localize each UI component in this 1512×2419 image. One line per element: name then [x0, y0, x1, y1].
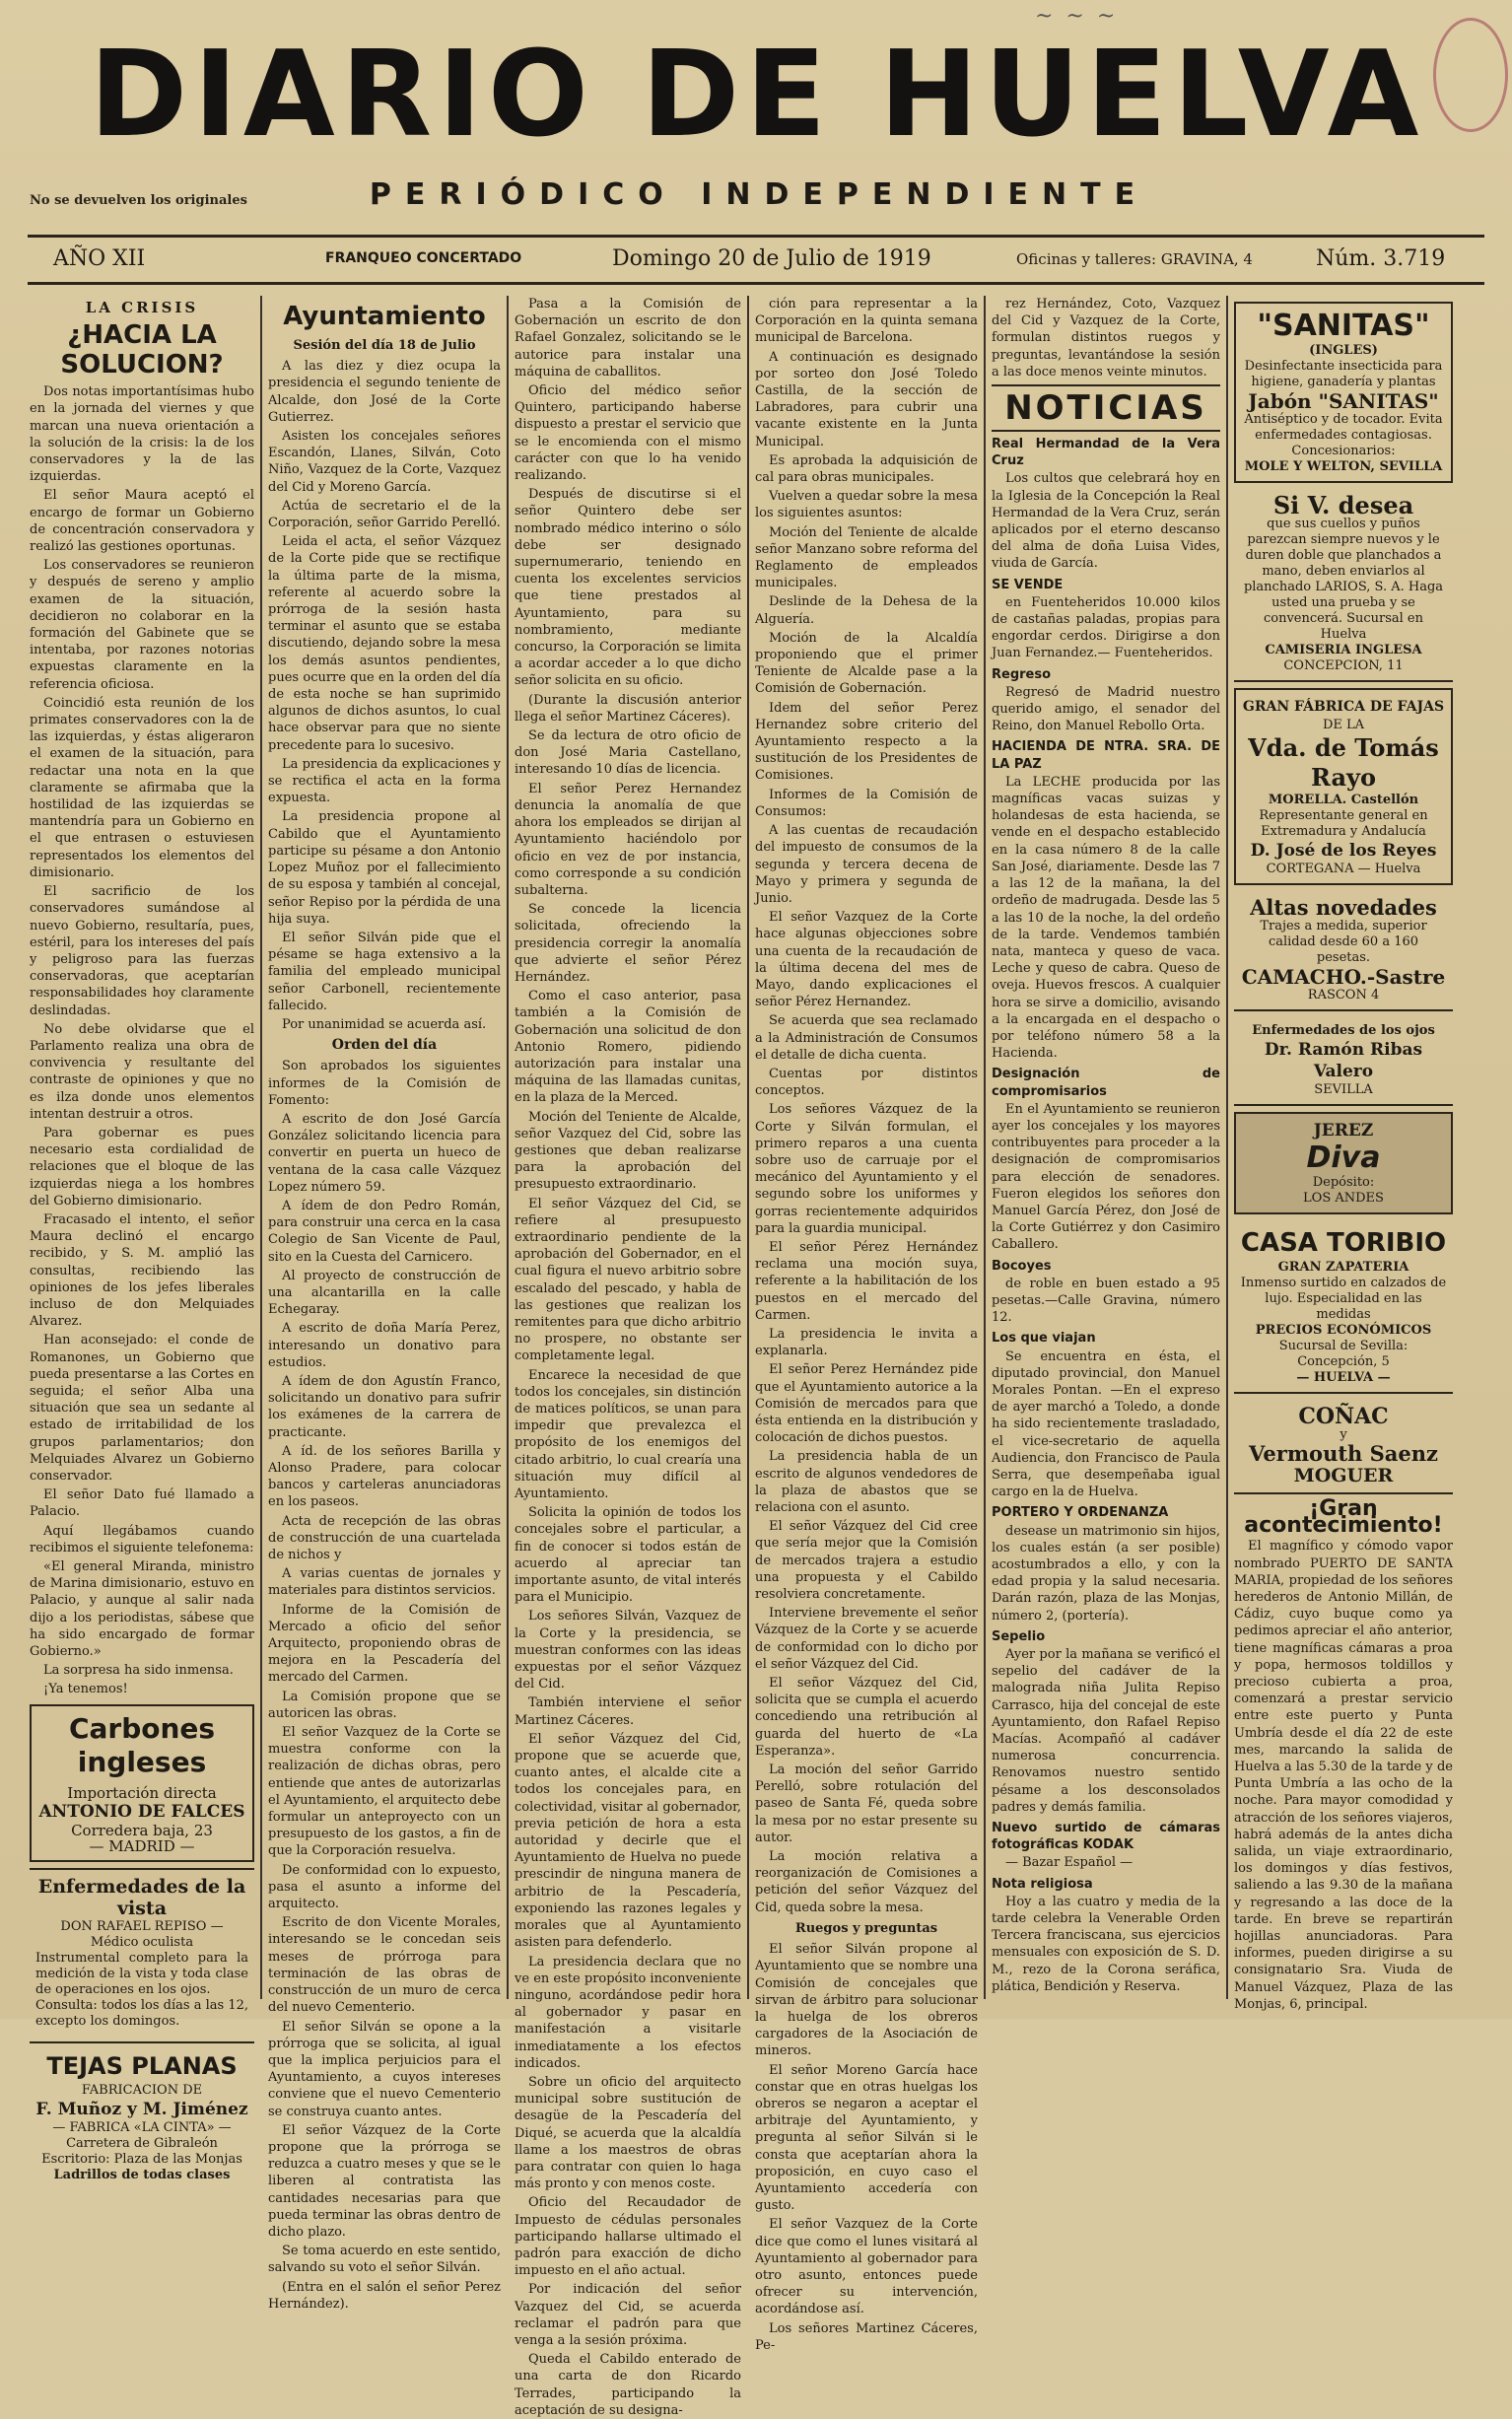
paragraph: Leida el acta, el señor Vázquez de la Corte pide que se rectifique la última parte de la misma, referente al acuerdo sobre la prórroga de la sesión hasta terminar el asunto que se estaba discutiendo, dejando sobre la mesa los demás asuntos pendientes, pues ocurre que en la orden del día de esta noche se han suprimido algunos de dichos asuntos, lo cual hace observar para que no siente precedente para lo sucesivo. [268, 534, 501, 753]
paragraph: Asisten los concejales señores Escandón, Llanes, Silván, Coto Niño, Vazquez de la Corte, Vazquez del Cid y Moreno García. [268, 429, 501, 495]
paragraph: Los señores Martinez Cáceres, Pe- [755, 2320, 978, 2353]
handwritten-annotation: ~ ~ ~ [1035, 4, 1119, 29]
column-5 [992, 296, 1220, 1999]
paragraph: Es aprobada la adquisición de cal para obras municipales. [755, 452, 978, 486]
issue-number: Núm. 3.719 [1316, 246, 1446, 271]
ad-toribio-sub: GRAN ZAPATERIA [1277, 1260, 1409, 1275]
paragraph: La presidencia da explicaciones y se rectifica el acta en la forma expuesta. [268, 756, 501, 806]
ad-conac [1234, 1400, 1453, 1494]
paragraph: Escrito de don Vicente Morales, interesando se le concedan seis meses de prórroga para terminación de las obras de construcción de un muro de cerca del nuevo Cementerio. [268, 1915, 501, 2016]
paragraph: El señor Pérez Hernández reclama una moción suya, referente a la habilitación de los puestos en el mercado del Carmen. [755, 1239, 978, 1323]
ad-altas-name: CAMACHO.-Sastre [1241, 965, 1446, 989]
ad-conac-l3: Vermouth Saenz [1249, 1441, 1438, 1466]
news-item-title: Real Hermandad de la Vera Cruz [992, 437, 1220, 469]
crisis-article [30, 383, 254, 1697]
ad-fajas-agent: D. José de los Reyes [1250, 841, 1437, 861]
paragraph: Por indicación del señor Vazquez del Cid, se acuerda reclamar el padrón para que venga a la sesión próxima. [515, 2282, 741, 2348]
ad-jerez-depot: Depósito: [1312, 1175, 1375, 1190]
paragraph: Por unanimidad se acuerda así. [282, 1016, 487, 1032]
column-4 [755, 296, 978, 2353]
paragraph: Al proyecto de construcción de una alcantarilla en la calle Echegaray. [268, 1268, 501, 1318]
paragraph: La presidencia le invita a explanarla. [755, 1326, 978, 1359]
paragraph: El señor Perez Hernández pide que el Ayuntamiento autorice a la Comisión de mercados para que ésta entienda en la distribución y colocación de dichos puestos. [755, 1362, 978, 1446]
column-rule [1226, 296, 1228, 1999]
news-item-title: PORTERO Y ORDENANZA [992, 1505, 1169, 1521]
kicker: LA CRISIS [85, 299, 199, 316]
paragraph: A ídem de don Agustín Franco, solicitando un donativo para sufrir los exámenes de la carrera de practicante. [268, 1373, 501, 1440]
paragraph: La Comisión propone que se autoricen las obras. [268, 1689, 501, 1721]
news-item [992, 1504, 1220, 1624]
ad-tejas-factory: — FABRICA «LA CINTA» — [52, 2119, 232, 2135]
ad-conac-l2: y [1340, 1427, 1347, 1442]
ad-tejas-road: Carretera de Gibraleón [66, 2135, 218, 2151]
news-item-title: SE VENDE [992, 577, 1064, 592]
ad-fajas-name: Vda. de Tomás Rayo [1248, 733, 1439, 792]
headline-crisis: ¿HACIA LA SOLUCION? [60, 320, 224, 380]
ad-toribio [1234, 1220, 1453, 1394]
paragraph: A varias cuentas de jornales y materiales para distintos servicios. [268, 1566, 501, 1599]
top-rule [28, 235, 1484, 238]
ad-sanitas-product: Jabón "SANITAS" [1248, 389, 1439, 413]
paragraph: La presidencia declara que no ve en este propósito inconveniente ninguno, acordándose pedir hora al gobernador y pasar en manifestación a visitarle inmediatamente a los efectos indicados. [515, 1954, 741, 2071]
paragraph: A continuación es designado por sorteo don José Toledo Castilla, de la sección de Labradores, para cubrir una vacante existente en la Junta Municipal. [755, 349, 978, 449]
news-item [992, 666, 1220, 735]
ad-carbones-city: — MADRID — [89, 1836, 195, 1855]
ad-conac-l1: COÑAC [1298, 1404, 1389, 1429]
paragraph: Fracasado el intento, el señor Maura declinó el encargo recibido, y S. M. amplió las consultas, recibiendo las opiniones de los jefes liberales incluso de don Melquiades Alvarez. [30, 1211, 254, 1330]
paragraph: Idem del señor Perez Hernandez sobre criterio del Ayuntamiento respecto a la sustitución de los Presidentes de Comisiones. [755, 700, 978, 784]
paragraph: El señor Moreno García hace constar que en otras huelgas los obreros se negaron a aceptar el arbitraje del Ayuntamiento, y pregunta al señor Silván si le consta que aceptarían ahora la proposición, en cuyo caso el Ayuntamiento accedería con gusto. [755, 2062, 978, 2214]
paragraph: El señor Dato fué llamado a Palacio. [30, 1487, 254, 1520]
news-item [992, 1330, 1220, 1500]
ayuntamiento-continued-2 [755, 296, 978, 1916]
paragraph: El señor Maura aceptó el encargo de formar un Gobierno de concentración conservadora y realizó las gestiones oportunas. [30, 488, 254, 555]
session-date: Sesión del día 18 de Julio [293, 338, 476, 353]
ad-jerez [1234, 1112, 1453, 1214]
ad-sanitas-dealers-label: Concesionarios: [1291, 444, 1396, 458]
column-rule [260, 296, 262, 1999]
news-item-text: en Fuenteheridos 10.000 kilos de castañas paladas, propias para engordar cerdos. Dirigirse a don Juan Fernandez.— Fuenteheridos. [992, 594, 1220, 661]
news-item-title: Sepelio [992, 1628, 1046, 1644]
ad-toribio-title: CASA TORIBIO [1240, 1228, 1447, 1258]
paragraph: El señor Vázquez del Cid cree que sería mejor que la Comisión de mercados trajera a estudio una propuesta y el Cabildo resolviera concretamente. [755, 1519, 978, 1603]
news-item [992, 1628, 1220, 1816]
ad-tejas-title: TEJAS PLANAS [46, 2051, 238, 2080]
ruegos-heading: Ruegos y preguntas [794, 1920, 938, 1936]
ruegos-list [755, 1941, 978, 2354]
paragraph: Vuelven a quedar sobre la mesa los siguientes asuntos: [755, 489, 978, 521]
paragraph: Moción del Teniente de alcalde señor Manzano sobre reforma del Reglamento de empleados municipales. [755, 524, 978, 591]
column-3 [515, 296, 741, 2418]
ad-camiseria-shop: CAMISERIA INGLESA [1265, 643, 1422, 657]
paragraph: Cuentas por distintos conceptos. [755, 1066, 978, 1099]
news-item-title: Regreso [992, 666, 1052, 682]
masthead-subtitle: PERIÓDICO INDEPENDIENTE [369, 177, 1149, 212]
ad-vista-title: Enfermedades de la vista [37, 1875, 246, 1919]
ad-fajas [1234, 688, 1453, 885]
ad-conac-l4: MOGUER [1293, 1465, 1394, 1486]
paragraph: rez Hernández, Coto, Vazquez del Cid y Vazquez de la Corte, formulan distintos ruegos y preguntas, levantándose la sesión a las doce menos veinte minutos. [992, 297, 1220, 380]
ad-fajas-de: DE LA [1322, 718, 1365, 732]
paragraph: (Durante la discusión anterior llega el señor Martinez Cáceres). [515, 692, 741, 725]
news-item-title: Nuevo surtido de cámaras fotográficas KODAK [992, 1821, 1220, 1853]
ad-carbones-address: Corredera baja, 23 [71, 1821, 213, 1839]
ad-tejas [30, 2041, 254, 2189]
paragraph: Pasa a la Comisión de Gobernación un escrito de don Rafael Gonzalez, solicitando se le autorice para instalar una máquina de caballitos. [515, 297, 741, 380]
ad-toribio-text: Inmenso surtido en calzados de lujo. Especialidad en las medidas [1240, 1276, 1447, 1322]
info-bar [28, 244, 1484, 274]
paragraph: El señor Perez Hernandez denuncia la anomalía de que ahora los empleados se dirijan al Ayuntamiento haciéndolo por oficio en vez de por instancia, como corresponde a su condición subalterna. [515, 781, 741, 898]
paragraph: Informes de la Comisión de Consumos: [755, 787, 978, 819]
paragraph: Los señores Silván, Vazquez de la Corte y la presidencia, se muestran conformes con las ideas expuestas por el señor Vázquez del Cid. [515, 1609, 741, 1693]
news-item-text: desease un matrimonio sin hijos, los cuales están (a ser posible) acostumbrados a ello, y con la edad propia y la salud necesaria. Darán razón, plaza de las Monjas, número 2, (portería). [992, 1523, 1220, 1624]
paragraph: De conformidad con lo expuesto, pasa el asunto a informe del arquitecto. [268, 1862, 501, 1912]
ad-jerez-brand: Diva [1306, 1140, 1381, 1175]
paragraph: El señor Silván se opone a la prórroga que se solicita, al igual que la implica perjuicios para el Ayuntamiento, a cuyos intereses conviene que el nuevo Cementerio se construya cuanto antes. [268, 2019, 501, 2119]
paragraph: Los señores Vázquez de la Corte y Silván formulan, el primero reparos a una cuenta sobre uso de carruaje por el mecánico del Ayuntamiento y el segundo sobre los uniformes y gorras recientemente adquiridos para la guardia municipal. [755, 1102, 978, 1236]
paragraph: A íd. de los señores Barilla y Alonso Pradere, para colocar bancos y carteleras anunciadoras en los paseos. [268, 1443, 501, 1510]
headline-ayuntamiento: Ayuntamiento [283, 302, 486, 331]
paragraph: Se toma acuerdo en este sentido, salvando su voto el señor Silván. [268, 2244, 501, 2276]
ad-tejas-names: F. Muñoz y M. Jiménez [35, 2099, 248, 2119]
ad-vista-doctor: DON RAFAEL REPISO — Médico oculista [60, 1918, 224, 1950]
ad-ojos-doctor: Dr. Ramón Ribas Valero [1264, 1040, 1423, 1081]
paragraph: El señor Silván propone al Ayuntamiento que se nombre una Comisión de concejales que sirvan de árbitro para solucionar la huelga de los obreros cargadores de la Asociación de mineros. [755, 1942, 978, 2059]
news-item-title: HACIENDA DE NTRA. SRA. DE LA PAZ [992, 739, 1220, 772]
ad-sanitas-dealers: MOLE Y WELTON, SEVILLA [1244, 459, 1443, 474]
news-item [992, 1066, 1220, 1253]
paragraph: Se concede la licencia solicitada, ofreciendo la presidencia corregir la anomalía que advierte el señor Pérez Hernández. [515, 902, 741, 985]
ad-tejas-office: Escritorio: Plaza de las Monjas [41, 2151, 242, 2167]
news-item-title: Los que viajan [992, 1331, 1096, 1347]
ad-fajas-place: CORTEGANA — Huelva [1266, 862, 1421, 876]
paragraph: El señor Silván pide que el pésame se haga extensivo a la familia del empleado municipal señor Carbonell, recientemente fallecido. [268, 930, 501, 1013]
ad-camiseria-title: Si V. desea [1272, 491, 1414, 519]
ad-sanitas-text: Desinfectante insecticida para higiene, ganadería y plantas [1244, 359, 1443, 389]
news-item-text: Hoy a las cuatro y media de la tarde celebra la Venerable Orden Tercera franciscana, sus ejercicios mensuales con exposición de S. D. M., rezo de la Corona seráfica, plática, Bendición y Reserva. [992, 1894, 1220, 1994]
ad-sanitas [1234, 302, 1453, 483]
news-item-text: de roble en buen estado a 95 pesetas.—Calle Gravina, número 12. [992, 1276, 1220, 1326]
news-item [992, 738, 1220, 1062]
paragraph: Dos notas importantísimas hubo en la jornada del viernes y que marcan una nueva orientación a la solución de la crisis: la de los conservadores y la de las izquierdas. [30, 384, 254, 485]
paragraph: Los conservadores se reunieron y después de sereno y amplio examen de la situación, decidieron no colaborar en la formación del Gabinete que se intentaba, por razones notorias expuestas claramente en la referencia oficiosa. [30, 558, 254, 692]
paragraph: «El general Miranda, ministro de Marina dimisionario, estuvo en Palacio, y aunque al salir nada dijo a los periodistas, sábese que ha sido encargado de formar Gobierno.» [30, 1559, 254, 1660]
paragraph: Moción de la Alcaldía proponiendo que el primer Teniente de Alcalde pase a la Comisión de Gobernación. [755, 630, 978, 697]
news-item-text: — Bazar Español — [1005, 1855, 1134, 1871]
news-item-text: Se encuentra en ésta, el diputado provincial, don Manuel Morales Pontan. —En el expreso de ayer marchó a Toledo, a donde ha sido recientemente trasladado, el vice-secretario de aquella Audiencia, don Francisco de Paula Serra, que desempeñaba igual cargo en la de Huelva. [992, 1348, 1220, 1500]
paragraph: La presidencia habla de un escrito de algunos vendedores de la plaza de abastos que se relaciona con el asunto. [755, 1449, 978, 1516]
paragraph: El señor Vázquez de la Corte propone que la prórroga se reduzca a cuatro meses y que se le liberen al contratista las cantidades necesarias para que pueda terminar las obras dentro de dicho plazo. [268, 2122, 501, 2240]
ad-carbones-line1: Importación directa [67, 1783, 217, 1802]
ad-jerez-title: JEREZ [1313, 1121, 1374, 1140]
paragraph: La moción relativa a reorganización de Comisiones a petición del señor Vázquez del Cid, queda sobre la mesa. [755, 1849, 978, 1915]
ad-camiseria-text: que sus cuellos y puños parezcan siempre nuevos y le duren doble que planchados a mano, deben enviarlos al planchado LARIOS, S. A. Haga usted una prueba y se convencerá. Sucursal en Huelva [1243, 517, 1444, 642]
news-item [992, 436, 1220, 573]
ad-sanitas-desc: Antiséptico y de tocador. Evita enfermedades contagiosas. [1244, 412, 1443, 443]
ad-jerez-depot-name: LOS ANDES [1303, 1191, 1384, 1206]
ad-camiseria [1234, 489, 1453, 682]
paragraph: Aquí llegábamos cuando recibimos el siguiente telefonema: [30, 1523, 254, 1555]
paragraph: A las cuentas de recaudación del impuesto de consumos de la segunda y tercera decena de Mayo y primera y segunda de Junio. [755, 823, 978, 906]
paragraph: Oficio del médico señor Quintero, participando haberse dispuesto a prestar el servicio que se le encomienda con el mismo carácter con que lo ha venido realizando. [515, 383, 741, 484]
paragraph: La moción del señor Garrido Perelló, sobre rotulación del paseo de Santa Fé, queda sobre la mesa por no estar presente su autor. [755, 1762, 978, 1845]
noticias-heading: NOTICIAS [992, 384, 1220, 432]
paragraph: Después de discutirse si el señor Quintero debe ser nombrado médico interino o sólo debe ser designado supernumerario, teniendo en cuenta los excelentes servicios que tiene prestados al Ayuntamiento, para su nombramiento, mediante concurso, la Corporación se limita a acordar acceder a lo que dicho señor solicita en su oficio. [515, 487, 741, 689]
ad-carbones [30, 1704, 254, 1862]
ad-sanitas-title: "SANITAS" [1257, 309, 1430, 343]
ad-ojos-title: Enfermedades de los ojos [1252, 1023, 1435, 1038]
paragraph: El señor Vazquez de la Corte hace algunas objecciones sobre una cuenta de la recaudación de la última decena del mes de Mayo, dando explicaciones el señor Pérez Hernandez. [755, 910, 978, 1010]
paragraph: Coincidió esta reunión de los primates conservadores con la de las izquierdas, y éstas aligeraron el examen de la situación, para redactar una nota en la que claramente se afirmaba que la hostilidad de las izquierdas se mantendría para un Gobierno en el que entrasen o estuviesen representados los elementos del dimisionario. [30, 695, 254, 880]
ad-ojos-city: SEVILLA [1314, 1082, 1373, 1097]
paragraph: A escrito de don José García González solicitando licencia para convertir en puerta un hueco de ventana de la casa calle Vázquez Lopez número 59. [268, 1111, 501, 1195]
motto: No se devuelven los originales [30, 193, 247, 208]
column-6 [1234, 296, 1453, 2012]
news-item-text: Ayer por la mañana se verificó el sepelio del cadáver de la malograda niña Julita Repiso Carrasco, hija del concejal de este Ayuntamiento, don Rafael Repiso Macías. Acompañó al cadáver numerosa concurrencia. Renovamos nuestro sentido pésame a los desconsolados padres y demás familia. [992, 1647, 1220, 1815]
ad-vista-hours: Consulta: todos los días a las 12, excepto los domingos. [35, 1997, 248, 2029]
franqueo: FRANQUEO CONCERTADO [325, 250, 522, 266]
paragraph: El señor Vázquez del Cid, solicita que se cumpla el acuerdo concediendo una retribución al guarda del huerto de «La Esperanza». [755, 1676, 978, 1759]
paragraph: Deslinde de la Dehesa de la Alguería. [755, 594, 978, 627]
paragraph: Informe de la Comisión de Mercado a oficio del señor Arquitecto, proponiendo obras de mejora en la Pescadería del mercado del Carmen. [268, 1602, 501, 1686]
masthead-title: DIARIO DE HUELVA [89, 27, 1425, 164]
ad-toribio-prices: PRECIOS ECONÓMICOS [1255, 1323, 1432, 1338]
news-item [992, 577, 1220, 662]
paragraph: Como el caso anterior, pasa también a la Comisión de Gobernación una solicitud de don Antonio Romero, pidiendo autorización para instalar una máquina de las llamadas cunitas, en la plaza de la Merced. [515, 989, 741, 1106]
paragraph: Se da lectura de otro oficio de don José Maria Castellano, interesando 10 días de licencia. [515, 728, 741, 778]
paragraph: (Entra en el salón el señor Perez Hernández). [268, 2279, 501, 2312]
paragraph: Interviene brevemente el señor Vázquez de la Corte y se acuerde de conformidad con lo dicho por el señor Vázquez del Cid. [755, 1606, 978, 1672]
ayuntamiento-continued [515, 296, 741, 2419]
paragraph: La presidencia propone al Cabildo que el Ayuntamiento participe su pésame a don Antonio Lopez Muñoz por el fallecimiento de su esposa y también al concejal, señor Repiso por la pérdida de una hija suya. [268, 809, 501, 927]
paragraph: ción para representar a la Corporación en la quinta semana municipal de Barcelona. [755, 297, 978, 346]
ad-fajas-city: MORELLA. Castellón [1268, 793, 1419, 807]
paragraph: Solicita la opinión de todos los concejales sobre el particular, a fin de conocer si todos están de acuerdo al apreciar tan importante asunto, de vital interés para el Municipio. [515, 1505, 741, 1606]
ad-altas-text: Trajes a medida, superior calidad desde 60 a 160 pesetas. [1260, 919, 1427, 965]
paragraph: El sacrificio de los conservadores sumándose al nuevo Gobierno, resultaría, pues, estéril, para los intereses del país y peligroso para las fuerzas conservadoras, que aceptarían responsabilidades hoy claramente deslindadas. [30, 884, 254, 1018]
ad-carbones-title: Carbones ingleses [68, 1711, 216, 1778]
ad-ojos [1234, 1017, 1453, 1106]
ad-carbones-name: ANTONIO DE FALCES [38, 1801, 245, 1822]
ad-gran-title: ¡Gran acontecimiento! [1244, 1496, 1443, 1539]
column-rule [984, 296, 986, 1999]
column-rule [507, 296, 509, 1999]
ad-altas [1234, 891, 1453, 1011]
ad-vista-text: Instrumental completo para la medición de la vista y toda clase de operaciones en los ojos. [35, 1950, 248, 1997]
column-2 [268, 296, 501, 2312]
paragraph: El señor Vázquez del Cid, se refiere al presupuesto extraordinario pendiente de la aprobación del Gobernador, en el cual figura el nuevo arbitrio sobre escalado del pescado, y habla de las gestiones que realizan los remitentes para que dicho arbitrio no prospere, no obstante ser completamente legal. [515, 1196, 741, 1364]
ad-gran-text: El magnífico y cómodo vapor nombrado PUERTO DE SANTA MARIA, propiedad de los señores herederos de Antonio Millán, de Cádiz, cuyo buque como ya pedimos apreciar el año anterior, tiene magníficas cámaras a proa y popa, hermosos toldillos y precioso cubierta a proa, comenzará a prestar servicio entre este puerto y Punta Umbría desde el día 22 de este mes, marcando la salida de Huelva a las 5.30 de la tarde y de Punta Umbría a las ocho de la noche. Para mayor comodidad y atracción de los señores viajeros, habrá además de la antes dicha salida, un viaje extraordinario, los domingos y días festivos, saliendo a las 9.30 de la mañana y regresando a las doce de la tarde. En breve se repartirán hojillas anunciadoras. Para informes, pueden dirigirse a su consignatario Sra. Viuda de Manuel Vázquez, Plaza de las Monjas, 6, principal. [1234, 1539, 1453, 2012]
paragraph: Oficio del Recaudador de Impuesto de cédulas personales participando hallarse ultimado el padrón para exacción de dicho impuesto en el año actual. [515, 2195, 741, 2279]
paragraph: No debe olvidarse que el Parlamento realiza una obra de convivencia y resultante del contraste de opiniones y que no es ilza donde unos elementos intentan destruir a otros. [30, 1021, 254, 1122]
ad-camiseria-address: CONCEPCION, 11 [1283, 658, 1404, 673]
news-item [992, 1258, 1220, 1327]
ad-vista [30, 1868, 254, 2036]
ayuntamiento-end [992, 296, 1220, 380]
paragraph: Sobre un oficio del arquitecto municipal sobre sustitución de desagüe de la Pescadería del Diqué, se acuerda que la alcaldía llame a los maestros de obras para contratar con quien lo haga más pronto y con menos coste. [515, 2074, 741, 2192]
ayuntamiento-article [268, 358, 501, 1033]
paragraph: Se acuerda que sea reclamado a la Administración de Consumos el detalle de dicha cuenta. [755, 1013, 978, 1063]
paragraph: El señor Vazquez de la Corte se muestra conforme con la realización de dichas obras, pero entiende que antes de autorizarlas el Ayuntamiento, el arquitecto debe formular un anteproyecto con un presupuesto de los gastos, a fin de que la Corporación resuelva. [268, 1725, 501, 1859]
paragraph: Encarece la necesidad de que todos los concejales, sin distinción de matices políticos, se unan para impedir que prevalezca el propósito de los enemigos del citado arbitrio, lo cual crearía una situación muy difícil al Ayuntamiento. [515, 1367, 741, 1502]
paragraph: También interviene el señor Martinez Cáceres. [515, 1695, 741, 1728]
offices: Oficinas y talleres: GRAVINA, 4 [1016, 250, 1253, 268]
paragraph: Acta de recepción de las obras de construcción de una cuartelada de nichos y [268, 1513, 501, 1563]
column-rule [747, 296, 749, 1999]
ad-fajas-rep: Representante general en Extremadura y Andalucía [1259, 808, 1428, 839]
ad-sanitas-tag: (INGLES) [1309, 343, 1378, 358]
news-item-title: Designación de compromisarios [992, 1067, 1220, 1099]
paragraph: A ídem de don Pedro Román, para construir una cerca en la casa Colegio de San Vicente de Paul, sito en la Cuesta del Carnicero. [268, 1198, 501, 1265]
paragraph: Han aconsejado: el conde de Romanones, un Gobierno que pueda presentarse a las Cortes en seguida; el señor Alba una situación que sea un sedante al estado de irritabilidad de los grupos parlamentarios; don Melquiades Alvarez un Gobierno conservador. [30, 1333, 254, 1484]
news-item [992, 1876, 1220, 1995]
news-item-text: La LECHE producida por las magníficas vacas suizas y holandesas de esta hacienda, se vende en el despacho establecido en la casa número 8 de la calle San José, diariamente. Desde las 7 a las 12 de la mañana, la del ordeño de madrugada. Desde las 5 a las 10 de la noche, la del ordeño de la tarde. Vendemos también nata, manteca y queso de vaca. Leche y queso de cabra. Queso de oveja. Huevos frescos. A cualquier hora se sirve a domicilio, avisando a la encargada en el despacho o por teléfono número 58 a la Hacienda. [992, 774, 1220, 1062]
news-item-text: Los cultos que celebrará hoy en la Iglesia de la Concepción la Real Hermandad de la Vera Cruz, serán aplicados por el eterno descanso del alma de doña Luisa Vides, viuda de García. [992, 471, 1220, 572]
ad-tejas-sub: FABRICACION DE [81, 2082, 203, 2098]
ad-tejas-bricks: Ladrillos de todas clases [53, 2167, 231, 2182]
ad-altas-address: RASCON 4 [1307, 988, 1380, 1002]
info-rule [28, 282, 1484, 285]
paragraph: El señor Vazquez de la Corte dice que como el lunes visitará al Ayuntamiento al gobernador para otro asunto, entonces puede ofrecer su intervención, acordándose así. [755, 2217, 978, 2317]
issue-date: Domingo 20 de Julio de 1919 [612, 246, 931, 271]
news-item-title: Bocoyes [992, 1258, 1052, 1274]
year: AÑO XII [53, 246, 146, 271]
ad-altas-title: Altas novedades [1250, 895, 1437, 920]
ad-toribio-branch: Sucursal de Sevilla: Concepción, 5 [1278, 1339, 1409, 1369]
paragraph: Moción del Teniente de Alcalde, señor Vazquez del Cid, sobre las gestiones que deban realizarse para la aprobación del presupuesto extraordinario. [515, 1109, 741, 1193]
order-of-day [268, 1058, 501, 2313]
paragraph: La sorpresa ha sido inmensa. [43, 1663, 234, 1679]
ad-gran-acontecimiento [1234, 1496, 1453, 2013]
paragraph: Para gobernar es pues necesario esta cordialidad de relaciones que el bloque de las izquierdas niega a los hombres del Gobierno dimisionario. [30, 1125, 254, 1209]
ad-fajas-title: GRAN FÁBRICA DE FAJAS [1242, 699, 1445, 715]
paragraph: A escrito de doña María Perez, interesando un donativo para estudios. [268, 1321, 501, 1370]
news-item-text: En el Ayuntamiento se reunieron ayer los concejales y los mayores contribuyentes para proceder a la designación de compromisarios para elección de senadores. Fueron elegidos los señores don Manuel García Pérez, don José de la Corte Gutiérrez y don Casimiro Caballero. [992, 1101, 1220, 1253]
paragraph: Actúa de secretario el de la Corporación, señor Garrido Perelló. [268, 498, 501, 531]
paragraph: ¡Ya tenemos! [43, 1682, 128, 1697]
paragraph: A las diez y diez ocupa la presidencia el segundo teniente de Alcalde, don José de la Corte Gutierrez. [268, 359, 501, 425]
noticias-list [992, 436, 1220, 1995]
news-item-title: Nota religiosa [992, 1876, 1093, 1892]
ad-toribio-city: — HUELVA — [1296, 1370, 1391, 1385]
news-item [992, 1820, 1220, 1872]
order-heading: Orden del día [331, 1037, 438, 1054]
paragraph: Queda el Cabildo enterado de una carta de don Ricardo Terrades, participando la aceptación de su designa- [515, 2352, 741, 2418]
paragraph: Son aprobados los siguientes informes de la Comisión de Fomento: [268, 1059, 501, 1108]
column-1 [30, 296, 254, 2182]
news-item-text: Regresó de Madrid nuestro querido amigo, el senador del Reino, don Manuel Rebollo Orta. [992, 684, 1220, 734]
paragraph: El señor Vázquez del Cid, propone que se acuerde que, cuanto antes, el alcalde cite a todos los concejales para, en colectividad, visitar al gobernador, previa petición de hora a esta autoridad y decirle que el Ayuntamiento de Huelva no puede prescindir de ninguna manera de arbitrio de la Pescadería, exponiendo las razones legales y morales que al Ayuntamiento asisten para defenderlo. [515, 1731, 741, 1951]
